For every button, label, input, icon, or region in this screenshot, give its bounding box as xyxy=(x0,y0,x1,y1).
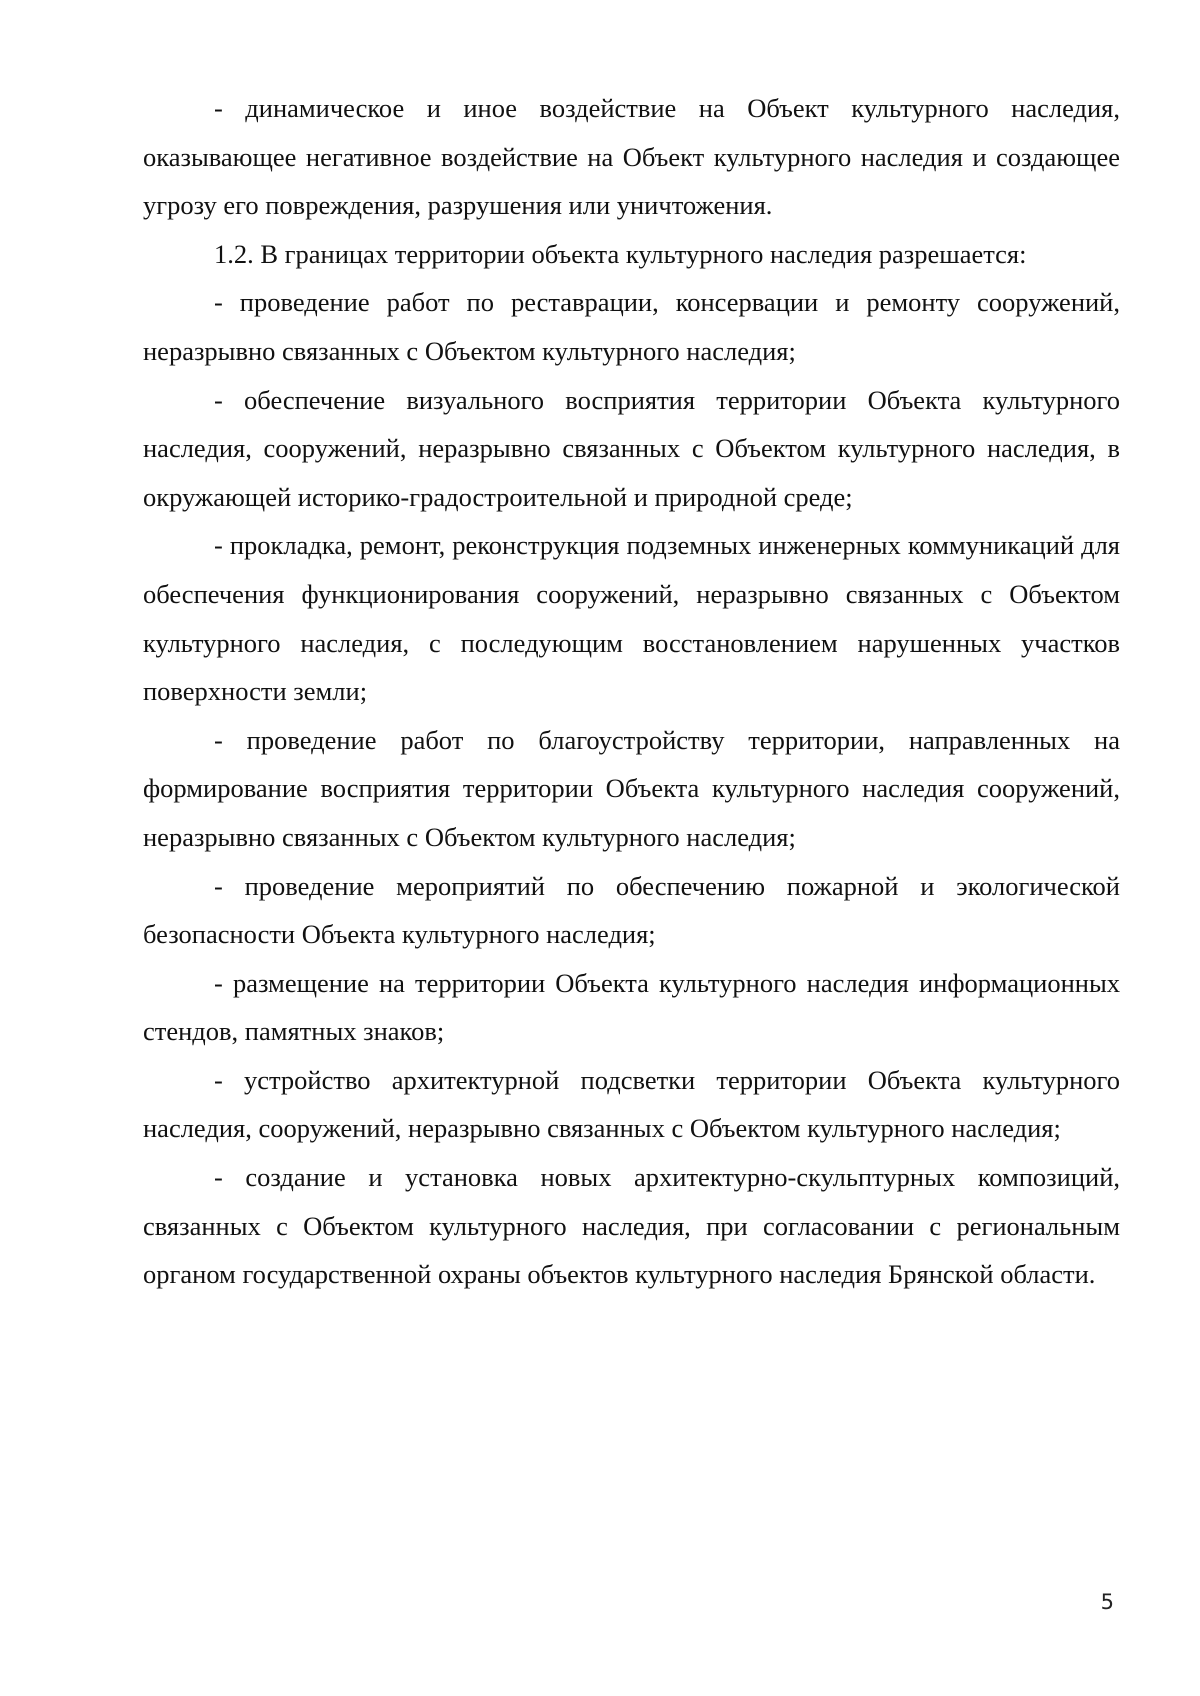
page-number: 5 xyxy=(1100,1590,1114,1614)
paragraph-architectural-lighting: - устройство архитектурной подсветки территории Объекта культурного наследия, сооружений, неразрывно связанных с Объектом культурного наследия; xyxy=(143,1064,1120,1144)
paragraph-landscaping-works: - проведение работ по благоустройству территории, направленных на формирование восприятия территории Объекта культурного наследия сооружений, неразрывно связанных с Объектом культурного наследия; xyxy=(143,724,1120,852)
paragraph-visual-perception: - обеспечение визуального восприятия территории Объекта культурного наследия, сооружений, неразрывно связанных с Объектом культурного наследия, в окружающей историко-градостроительной и природной среде; xyxy=(143,384,1120,512)
paragraph-underground-utilities: - прокладка, ремонт, реконструкция подземных инженерных коммуникаций для обеспечения функционирования сооружений, неразрывно связанных с Объектом культурного наследия, с последующим восстановлением нарушенных участков поверхности земли; xyxy=(143,530,1120,707)
paragraph-section-1-2-heading: 1.2. В границах территории объекта культурного наследия разрешается: xyxy=(214,238,1027,269)
paragraph-prohibited-impact: - динамическое и иное воздействие на Объект культурного наследия, оказывающее негативное воздействие на Объект культурного наследия и создающее угрозу его повреждения, разрушения или уничтожения. xyxy=(143,93,1120,221)
paragraph-information-stands: - размещение на территории Объекта культурного наследия информационных стендов, памятных знаков; xyxy=(143,967,1120,1047)
paragraph-sculptural-compositions: - создание и установка новых архитектурно-скульптурных композиций, связанных с Объектом культурного наследия, при согласовании с региональным органом государственной охраны объектов культурного наследия Брянской области. xyxy=(143,1162,1120,1290)
paragraph-fire-ecological-safety: - проведение мероприятий по обеспечению пожарной и экологической безопасности Объекта культурного наследия; xyxy=(143,870,1120,950)
document-body xyxy=(143,84,1120,1299)
paragraph-restoration-works: - проведение работ по реставрации, консервации и ремонту сооружений, неразрывно связанных с Объектом культурного наследия; xyxy=(143,287,1120,366)
